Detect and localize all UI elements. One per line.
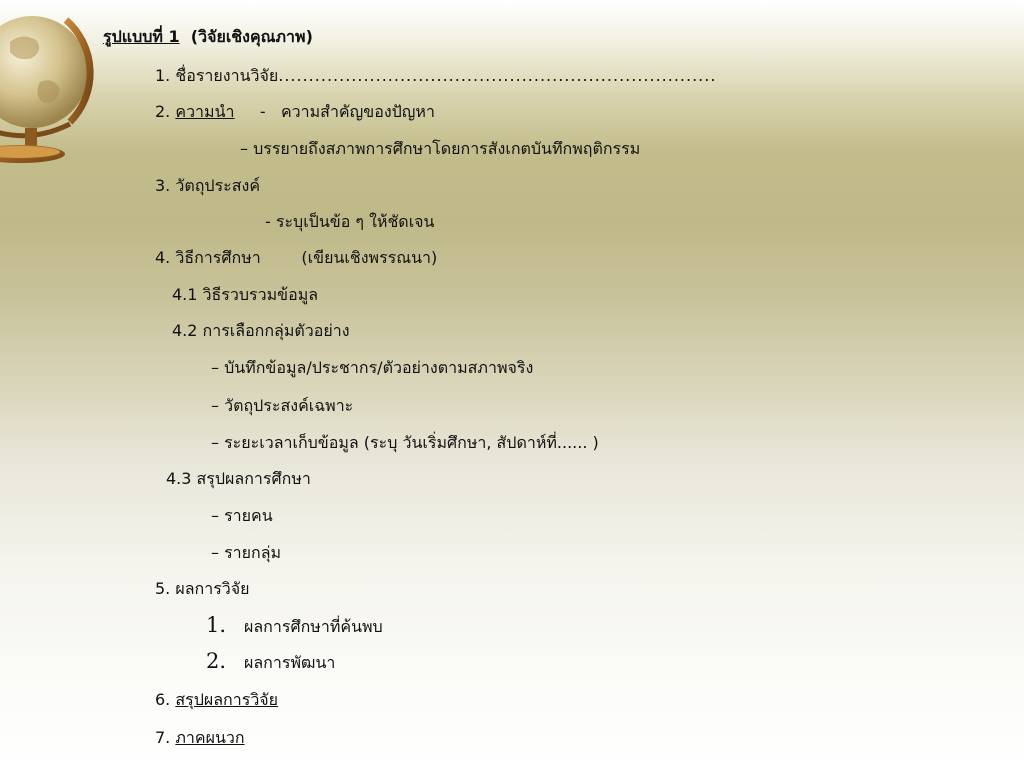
item-1-dots: ........................................................................ [278,66,717,85]
item-4-3: 4.3 สรุปผลการศึกษา [166,469,311,488]
item-2-sub: – บรรยายถึงสภาพการศึกษาโดยการสังเกตบันทึกพฤติกรรม [240,139,641,158]
item-6-num: 6. [155,690,176,709]
item-2-rest: - ความสำคัญของปัญหา [234,102,435,121]
item-4-3-a: – รายคน [211,506,273,525]
item-4: 4. วิธีการศึกษา (เขียนเชิงพรรณนา) [155,248,438,267]
page-title [103,27,313,47]
item-2-head: ความนำ [175,102,235,121]
title-suffix: (วิจัยเชิงคุณภาพ) [190,27,313,46]
item-4-2-b: – วัตถุประสงค์เฉพาะ [211,396,354,415]
item-5-1-text: ผลการศึกษาที่ค้นพบ [244,617,383,636]
item-3-sub: - ระบุเป็นข้อ ๆ ให้ชัดเจน [265,212,435,231]
item-1-text: 1. ชื่อรายงานวิจัย [155,66,279,85]
item-6-text: สรุปผลการวิจัย [175,690,279,709]
item-4-2-c: – ระยะเวลาเก็บข้อมูล (ระบุ วันเริ่มศึกษา, สัปดาห์ที่...... ) [211,433,599,452]
item-5-1 [206,615,383,637]
item-5-2 [206,651,335,673]
item-6 [155,690,278,710]
item-2 [155,102,435,122]
item-7-num: 7. [155,728,176,747]
item-4-3-b: – รายกลุ่ม [211,543,282,562]
item-4-2-a: – บันทึกข้อมูล/ประชากร/ตัวอย่างตามสภาพจริง [211,358,534,377]
item-5: 5. ผลการวิจัย [155,579,250,598]
item-7-text: ภาคผนวก [175,728,245,747]
item-4-2: 4.2 การเลือกกลุ่มตัวอย่าง [172,321,350,340]
item-5-1-num: 1. [206,613,227,637]
item-3: 3. วัตถุประสงค์ [155,176,261,195]
item-5-2-text: ผลการพัฒนา [244,653,336,672]
item-1 [155,66,716,86]
title-label: รูปแบบที่ 1 [103,27,180,46]
item-4-1: 4.1 วิธีรวบรวมข้อมูล [172,285,319,304]
globe-image [0,2,100,172]
item-5-2-num: 2. [206,649,227,673]
item-2-num: 2. [155,102,176,121]
item-7 [155,728,245,748]
